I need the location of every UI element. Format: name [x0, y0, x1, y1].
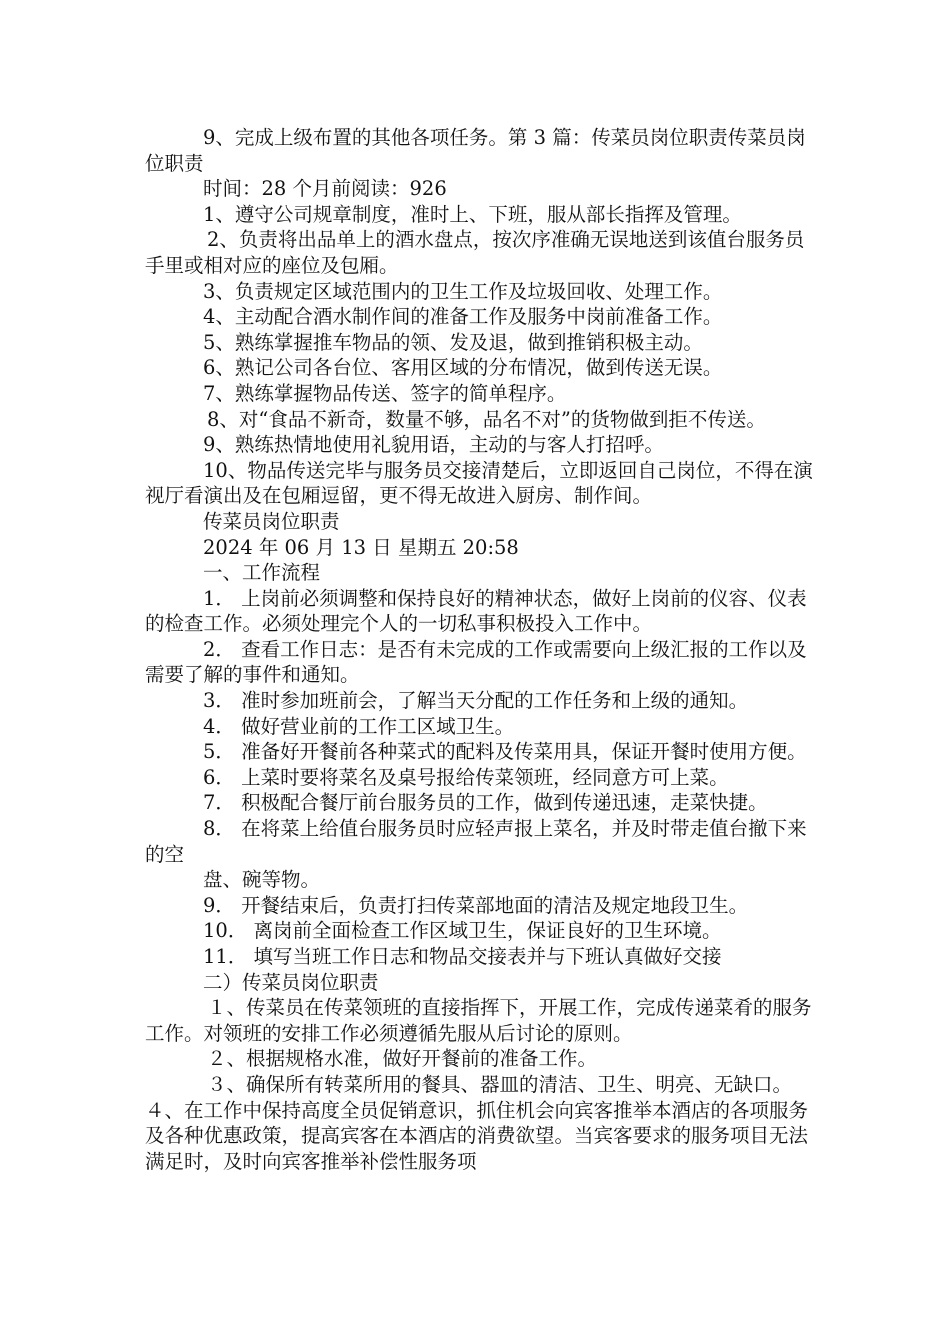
document-body [145, 125, 815, 1174]
paragraph: 9． 开餐结束后，负责打扫传菜部地面的清洁及规定地段卫生。 [203, 893, 749, 917]
paragraph: 9、熟练热情地使用礼貌用语，主动的与客人打招呼。 [203, 433, 664, 457]
paragraph: 盘、碗等物。 [203, 868, 321, 892]
paragraph: １、传菜员在传菜领班的直接指挥下，开展工作，完成传递菜肴的服务工作。对领班的安排工作必须遵循先服从后讨论的原则。 [145, 996, 812, 1045]
section-heading: 二）传菜员岗位职责 [203, 970, 379, 994]
paragraph: 9、完成上级布置的其他各项任务。第 3 篇：传菜员岗位职责传菜员岗位职责 [145, 126, 806, 175]
paragraph: 8． 在将菜上给值台服务员时应轻声报上菜名，并及时带走值台撤下来的空 [145, 817, 807, 866]
paragraph: 10、物品传送完毕与服务员交接清楚后，立即返回自己岗位，不得在演视厅看演出及在包厢逗留，更不得无故进入厨房、制作间。 [145, 458, 813, 508]
paragraph: ３、确保所有转菜所用的餐具、器皿的清洁、卫生、明亮、无缺口。 ４、在工作中保持高度全员促销意识，抓住机会向宾客推举本酒店的各项服务及各种优惠政策，提高宾客在本酒店的消费欲望。当宾客要求的服务项目无法满足时，及时向宾客推举补偿性服务项 [145, 1072, 809, 1173]
paragraph: 5、熟练掌握推车物品的领、发及退，做到推销积极主动。 [203, 330, 703, 354]
paragraph: 4． 做好营业前的工作工区域卫生。 [203, 714, 515, 738]
paragraph: 4、主动配合酒水制作间的准备工作及服务中岗前准备工作。 [203, 305, 723, 329]
date-line: 2024 年 06 月 13 日 星期五 20:58 [203, 535, 519, 559]
paragraph: 1． 上岗前必须调整和保持良好的精神状态，做好上岗前的仪容、仪表的检查工作。必须处理完个人的一切私事积极投入工作中。 [145, 586, 807, 636]
paragraph: 10． 离岗前全面检查工作区域卫生，保证良好的卫生环境。 [203, 919, 722, 943]
paragraph: ２、根据规格水准，做好开餐前的准备工作。 [207, 1047, 598, 1071]
paragraph: 6、熟记公司各台位、客用区域的分布情况，做到传送无误。 [203, 356, 723, 380]
paragraph: 6． 上菜时要将菜名及桌号报给传菜领班，经同意方可上菜。 [203, 765, 729, 789]
paragraph: 2． 查看工作日志：是否有未完成的工作或需要向上级汇报的工作以及需要了解的事件和通知。 [145, 637, 807, 687]
paragraph: 11． 填写当班工作日志和物品交接表并与下班认真做好交接 [203, 945, 722, 968]
paragraph: 2、负责将出品单上的酒水盘点，按次序准确无误地送到该值台服务员手里或相对应的座位及包厢。 [145, 228, 805, 277]
section-heading: 传菜员岗位职责 [203, 509, 340, 533]
paragraph: 7． 积极配合餐厅前台服务员的工作，做到传递迅速，走菜快捷。 [203, 791, 768, 815]
paragraph: 3、负责规定区域范围内的卫生工作及垃圾回收、处理工作。 [203, 279, 723, 303]
paragraph: 3． 准时参加班前会，了解当天分配的工作任务和上级的通知。 [203, 689, 749, 713]
paragraph: 5． 准备好开餐前各种菜式的配料及传菜用具，保证开餐时使用方便。 [203, 740, 807, 764]
paragraph: 7、熟练掌握物品传送、签字的简单程序。 [203, 381, 567, 405]
paragraph: 8、对“食品不新奇，数量不够，品名不对”的货物做到拒不传送。 [207, 407, 766, 431]
paragraph: 1、遵守公司规章制度，准时上、下班，服从部长指挥及管理。 [203, 202, 742, 226]
section-heading: 一、工作流程 [203, 561, 321, 585]
paragraph: 时间：28 个月前阅读：926 [203, 177, 447, 201]
